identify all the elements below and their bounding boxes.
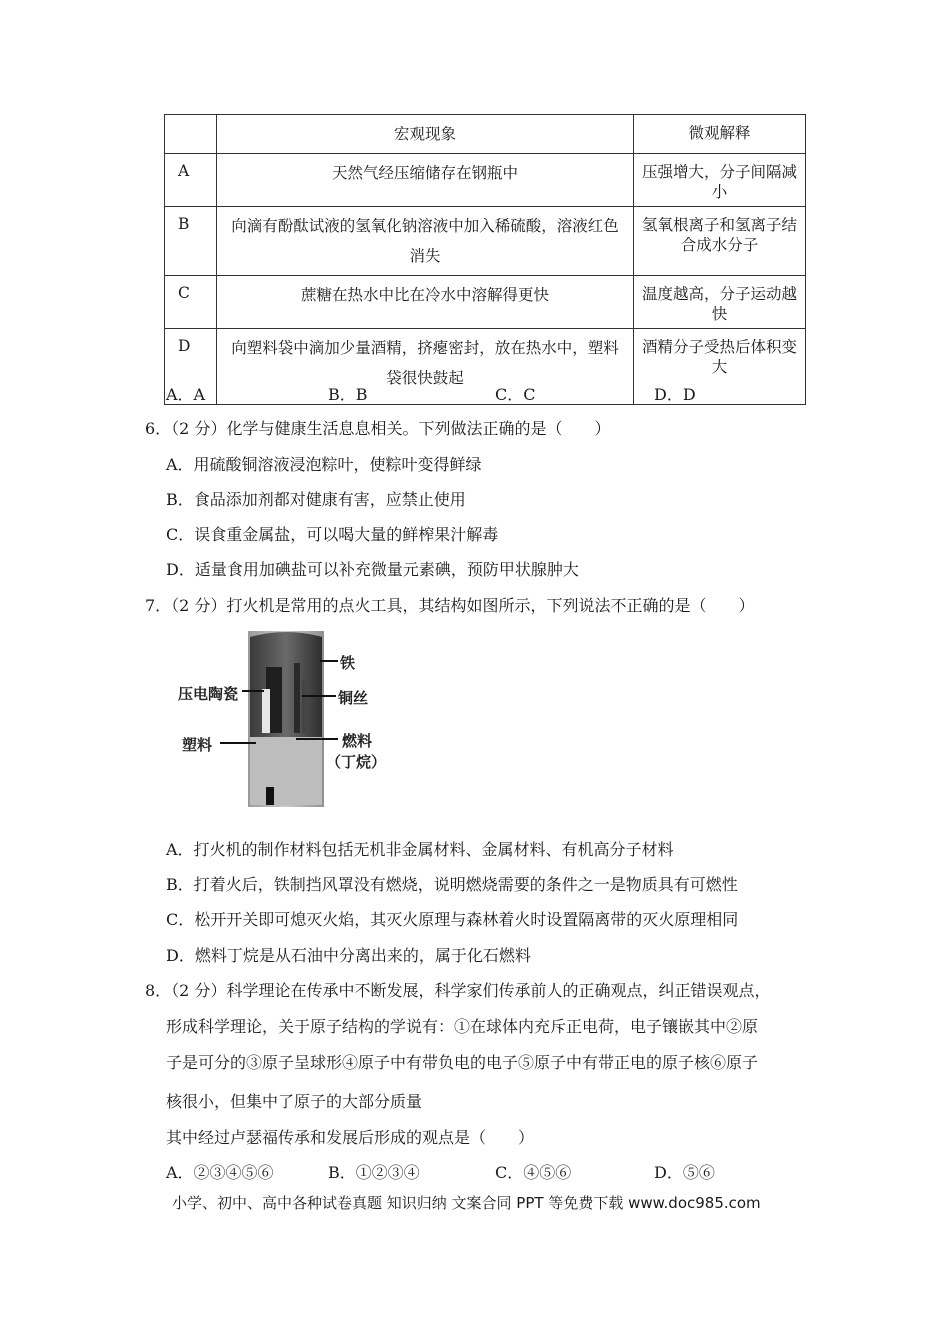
label-copper: 铜丝: [338, 689, 369, 707]
table-row: [165, 329, 806, 405]
table-row: [165, 154, 806, 207]
row-label: B: [165, 207, 217, 276]
q5-option-b[interactable]: B．B: [328, 385, 368, 404]
footer-watermark: 小学、初中、高中各种试卷真题 知识归纳 文案合同 PPT 等免费下载 www.doc985.com: [172, 1194, 761, 1212]
lighter-illustration: [178, 627, 400, 813]
q7-option-d[interactable]: D．燃料丁烷是从石油中分离出来的，属于化石燃料: [166, 946, 531, 965]
table-header-phenomenon: 宏观现象: [217, 115, 634, 154]
q8-stem-line: 8．（2 分）科学理论在传承中不断发展，科学家们传承前人的正确观点，纠正错误观点，: [145, 981, 771, 1000]
q8-stem-line: 核很小，但集中了原子的大部分质量: [166, 1092, 423, 1111]
q6-option-c[interactable]: C．误食重金属盐，可以喝大量的鲜榨果汁解毒: [166, 525, 499, 544]
q5-option-a[interactable]: A．A: [166, 385, 206, 404]
q7-option-c[interactable]: C．松开开关即可熄灭火焰，其灭火原理与森林着火时设置隔离带的灭火原理相同: [166, 910, 739, 929]
q7-stem: 7．（2 分）打火机是常用的点火工具，其结构如图所示，下列说法不正确的是（ ）: [145, 596, 755, 615]
label-fuel: 燃料: [342, 732, 373, 750]
q8-option-d[interactable]: D．⑤⑥: [654, 1163, 715, 1182]
label-plastic: 塑料: [182, 736, 213, 754]
table-header-blank: [165, 115, 217, 154]
row-explanation: 氢氧根离子和氢离子结合成水分子: [634, 207, 806, 276]
q6-option-b[interactable]: B．食品添加剂都对健康有害，应禁止使用: [166, 490, 466, 509]
row-phenomenon: 天然气经压缩储存在钢瓶中: [217, 154, 634, 207]
label-ceramic: 压电陶瓷: [178, 685, 239, 703]
table-header-explanation: 微观解释: [634, 115, 806, 154]
q8-option-a[interactable]: A．②③④⑤⑥: [166, 1163, 274, 1182]
table-header-row: [165, 115, 806, 154]
row-explanation: 酒精分子受热后体积变大: [634, 329, 806, 405]
table-row: [165, 276, 806, 329]
phenomena-table: [164, 114, 806, 405]
row-label: C: [165, 276, 217, 329]
row-label: D: [165, 329, 217, 405]
q6-stem: 6．（2 分）化学与健康生活息息相关。下列做法正确的是（ ）: [145, 419, 611, 438]
row-phenomenon: 向塑料袋中滴加少量酒精，挤瘪密封，放在热水中，塑料袋很快鼓起: [217, 329, 634, 405]
row-explanation: 温度越高，分子运动越快: [634, 276, 806, 329]
q7-option-b[interactable]: B．打着火后，铁制挡风罩没有燃烧，说明燃烧需要的条件之一是物质具有可燃性: [166, 875, 738, 894]
q8-question: 其中经过卢瑟福传承和发展后形成的观点是（ ）: [166, 1128, 535, 1147]
q5-option-c[interactable]: C．C: [495, 385, 536, 404]
q8-stem-line: 形成科学理论，关于原子结构的学说有：①在球体内充斥正电荷，电子镶嵌其中②原: [166, 1017, 759, 1036]
q6-option-a[interactable]: A．用硫酸铜溶液浸泡粽叶，使粽叶变得鲜绿: [166, 455, 482, 474]
q8-option-c[interactable]: C．④⑤⑥: [495, 1163, 572, 1182]
lighter-diagram: [178, 627, 400, 813]
q5-option-d[interactable]: D．D: [654, 385, 696, 404]
q6-option-d[interactable]: D．适量食用加碘盐可以补充微量元素碘，预防甲状腺肿大: [166, 560, 579, 579]
row-explanation: 压强增大，分子间隔减小: [634, 154, 806, 207]
table-row: [165, 207, 806, 276]
q8-stem-line: 子是可分的③原子呈球形④原子中有带负电的电子⑤原子中有带正电的原子核⑥原子: [166, 1053, 759, 1072]
label-butane: （丁烷）: [326, 753, 387, 771]
label-iron: 铁: [340, 654, 356, 672]
row-phenomenon: 向滴有酚酞试液的氢氧化钠溶液中加入稀硫酸，溶液红色消失: [217, 207, 634, 276]
q7-option-a[interactable]: A．打火机的制作材料包括无机非金属材料、金属材料、有机高分子材料: [166, 840, 674, 859]
row-label: A: [165, 154, 217, 207]
q8-option-b[interactable]: B．①②③④: [328, 1163, 420, 1182]
row-phenomenon: 蔗糖在热水中比在冷水中溶解得更快: [217, 276, 634, 329]
